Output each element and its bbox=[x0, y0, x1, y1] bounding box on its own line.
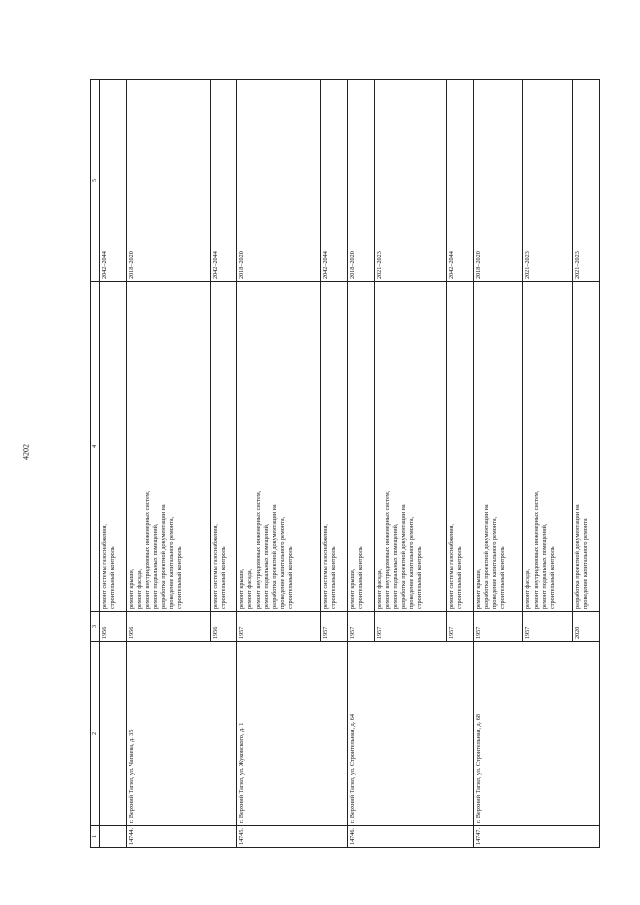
work-item: ремонт подвальных помещений, bbox=[152, 523, 160, 609]
table-row bbox=[473, 80, 523, 848]
repair-period: 2021–2023 bbox=[523, 80, 573, 282]
work-list bbox=[347, 282, 374, 612]
work-item: строительный контроль bbox=[548, 546, 556, 609]
repair-period: 2021–2023 bbox=[374, 80, 446, 282]
build-year: 1957 bbox=[237, 612, 321, 642]
work-item: строительный контроль bbox=[499, 546, 507, 609]
entry-address: г. Верхний Тагил, ул. Строительная, д. 64 bbox=[347, 642, 473, 826]
work-list bbox=[210, 282, 237, 612]
work-item: ремонт внутридомовых инженерных систем, bbox=[532, 490, 540, 609]
column-number-row bbox=[91, 80, 100, 848]
repair-period: 2018–2020 bbox=[347, 80, 374, 282]
repair-period: 2042–2044 bbox=[447, 80, 474, 282]
work-item: ремонт системы газоснабжения, bbox=[448, 524, 456, 609]
work-item: строительный контроль bbox=[219, 546, 227, 609]
work-list bbox=[100, 282, 127, 612]
entry-address: г. Верхний Тагил, ул. Жуковского, д. 1 bbox=[237, 642, 347, 826]
work-item: проведение капитального ремонта, bbox=[408, 516, 416, 609]
entry-id: 14747. bbox=[473, 826, 599, 848]
rotated-table-container bbox=[90, 80, 600, 848]
build-year: 1956 bbox=[210, 612, 237, 642]
entry-id: 14745. bbox=[237, 826, 347, 848]
repair-period: 2018–2020 bbox=[473, 80, 523, 282]
work-item: разработка проектной документации на bbox=[399, 504, 407, 609]
work-item: ремонт системы газоснабжения, bbox=[101, 524, 109, 609]
work-item: ремонт подвальных помещений, bbox=[540, 523, 548, 609]
work-item: разработка проектной документации на bbox=[482, 504, 490, 609]
work-item: проведение капитального ремонта bbox=[582, 518, 590, 609]
repair-period: 2018–2020 bbox=[126, 80, 210, 282]
work-list bbox=[573, 282, 600, 612]
entry-id: 14746. bbox=[347, 826, 473, 848]
work-item: строительный контроль bbox=[109, 546, 117, 609]
work-item: разработка проектной документации на bbox=[574, 504, 582, 609]
work-item: ремонт внутридомовых инженерных систем, bbox=[254, 490, 262, 609]
work-item: строительный контроль bbox=[356, 546, 364, 609]
work-item: ремонт крыши, bbox=[127, 568, 135, 609]
work-list bbox=[447, 282, 474, 612]
work-item: ремонт системы газоснабжения, bbox=[322, 524, 329, 609]
entry-id: 14744. bbox=[126, 826, 236, 848]
build-year: 1956 bbox=[126, 612, 210, 642]
repair-period: 2042–2044 bbox=[210, 80, 237, 282]
column-number: 3 bbox=[91, 612, 100, 642]
work-list bbox=[473, 282, 523, 612]
table-row bbox=[237, 80, 321, 848]
table-row bbox=[100, 80, 127, 848]
table-row bbox=[126, 80, 210, 848]
work-list bbox=[126, 282, 210, 612]
work-item: ремонт фасада, bbox=[246, 568, 254, 609]
work-item: ремонт внутридомовых инженерных систем, bbox=[144, 490, 152, 609]
work-list bbox=[523, 282, 573, 612]
work-item: ремонт подвальных помещений, bbox=[262, 523, 270, 609]
work-item: ремонт крыши, bbox=[348, 568, 356, 609]
page-number: 4202 bbox=[21, 444, 31, 460]
build-year: 1956 bbox=[100, 612, 127, 642]
work-item: ремонт крыши, bbox=[238, 568, 246, 609]
work-item: проведение капитального ремонта, bbox=[278, 516, 286, 609]
work-item: разработка проектной документации на bbox=[270, 504, 278, 609]
build-year: 1957 bbox=[374, 612, 446, 642]
work-item: строительный контроль bbox=[456, 546, 464, 609]
work-item: ремонт внутридомовых инженерных систем, bbox=[383, 490, 391, 609]
column-number: 5 bbox=[91, 80, 100, 282]
repair-period: 2042–2044 bbox=[100, 80, 127, 282]
table-body bbox=[91, 80, 600, 848]
build-year: 2020 bbox=[573, 612, 600, 642]
entry-id bbox=[100, 826, 127, 848]
repair-schedule-table bbox=[90, 79, 600, 848]
work-item: ремонт фасада, bbox=[375, 568, 383, 609]
work-list bbox=[237, 282, 321, 612]
column-number: 4 bbox=[91, 282, 100, 612]
build-year: 1957 bbox=[347, 612, 374, 642]
build-year: 1957 bbox=[447, 612, 474, 642]
repair-period: 2021–2023 bbox=[573, 80, 600, 282]
entry-address: г. Верхний Тагил, ул. Чапаева, д. 35 bbox=[126, 642, 236, 826]
work-item: ремонт системы газоснабжения, bbox=[211, 524, 219, 609]
work-item: ремонт фасада, bbox=[524, 568, 532, 609]
entry-address: г. Верхний Тагил, ул. Строительная, д. 68 bbox=[473, 642, 599, 826]
column-number: 2 bbox=[91, 642, 100, 826]
work-list bbox=[374, 282, 446, 612]
work-item: ремонт крыши, bbox=[474, 568, 482, 609]
column-number: 1 bbox=[91, 826, 100, 848]
table-row bbox=[347, 80, 374, 848]
repair-period: 2018–2020 bbox=[237, 80, 321, 282]
work-item: разработка проектной документации на bbox=[160, 504, 168, 609]
repair-period: 2042–2044 bbox=[321, 80, 348, 282]
work-item: ремонт подвальных помещений, bbox=[391, 523, 399, 609]
work-item: ремонт фасада, bbox=[136, 568, 144, 609]
build-year: 1957 bbox=[473, 612, 523, 642]
entry-address bbox=[100, 642, 127, 826]
work-item: строительный контроль bbox=[176, 546, 184, 609]
work-item: строительный контроль bbox=[330, 546, 338, 609]
work-item: проведение капитального ремонта, bbox=[168, 516, 176, 609]
build-year: 1957 bbox=[321, 612, 348, 642]
work-item: строительный контроль bbox=[416, 546, 424, 609]
work-list bbox=[321, 282, 348, 612]
build-year: 1957 bbox=[523, 612, 573, 642]
work-item: проведение капитального ремонта, bbox=[491, 516, 499, 609]
work-item: строительный контроль bbox=[286, 546, 294, 609]
